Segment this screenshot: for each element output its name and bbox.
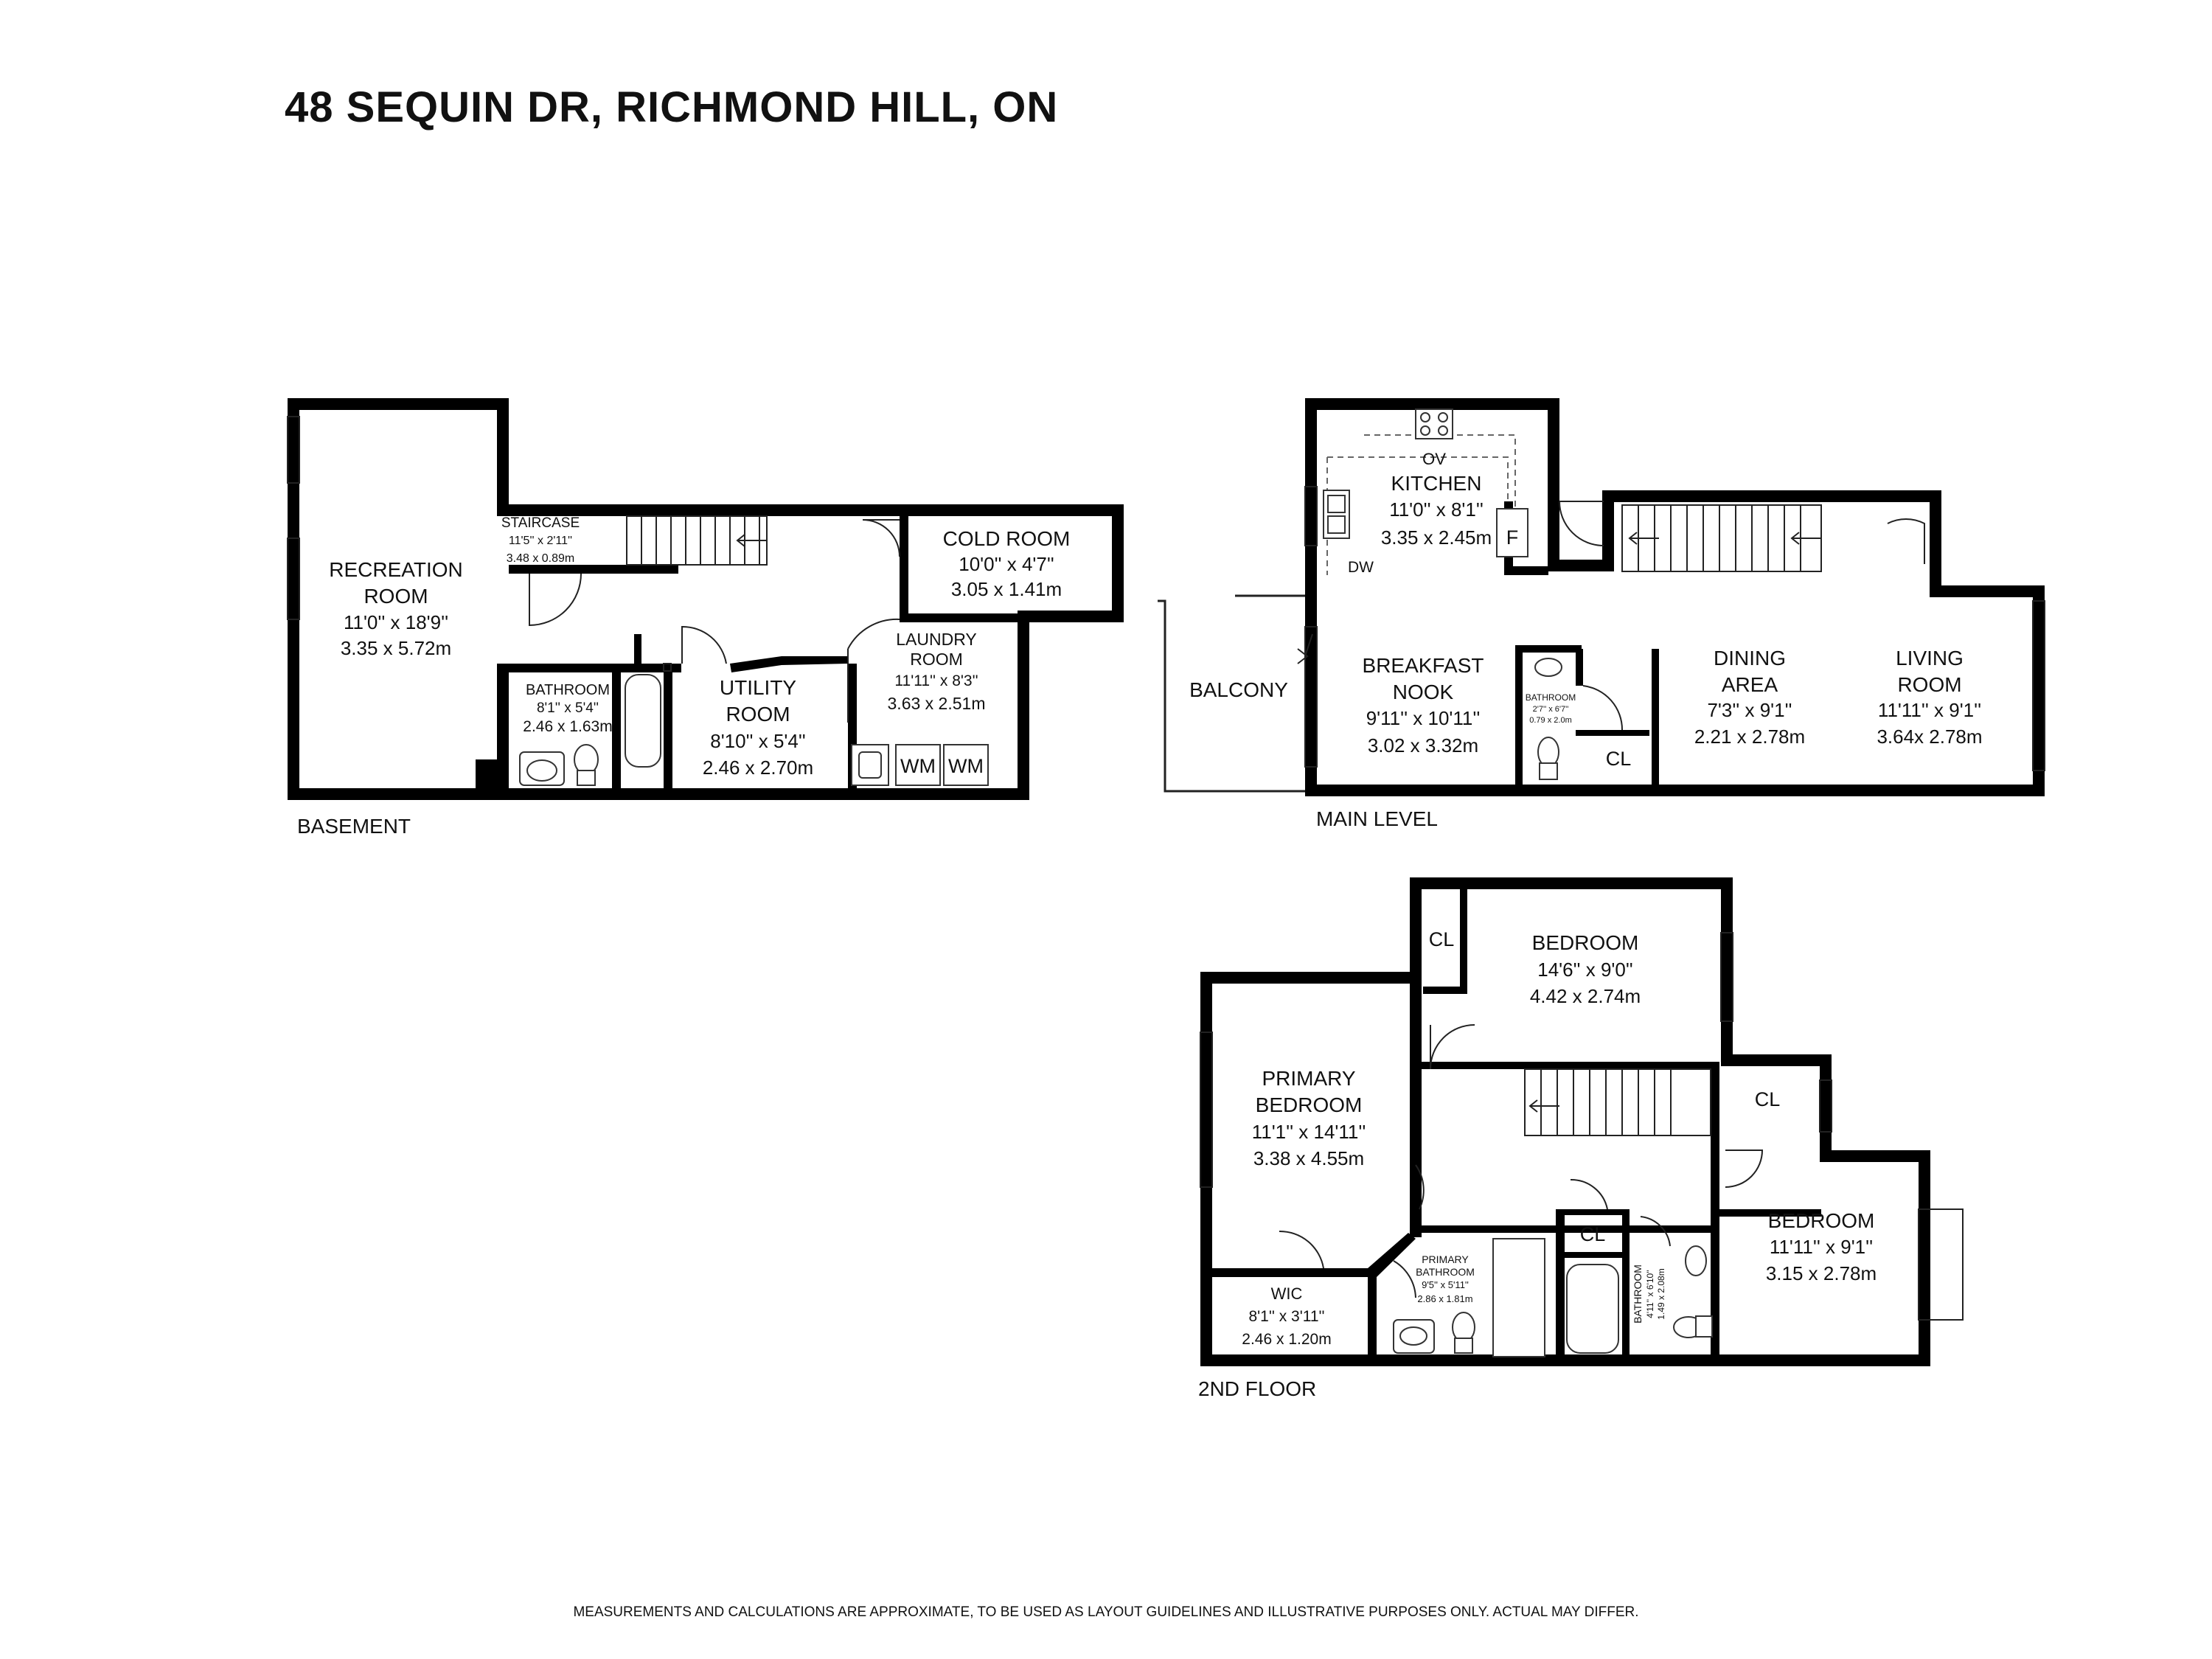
dining-area-name-1: DINING bbox=[1714, 647, 1786, 669]
breakfast-nook-imperial: 9'11'' x 10'11'' bbox=[1366, 707, 1481, 729]
second-floor-label: 2ND FLOOR bbox=[1198, 1377, 1317, 1400]
dining-area-metric: 2.21 x 2.78m bbox=[1694, 726, 1806, 748]
basement-bathroom-name: BATHROOM bbox=[525, 682, 611, 698]
living-room-name-2: ROOM bbox=[1897, 673, 1962, 696]
primary-bathroom-metric: 2.86 x 1.81m bbox=[1417, 1293, 1473, 1304]
bedroom-right-metric: 3.15 x 2.78m bbox=[1765, 1262, 1877, 1284]
main-level-label: MAIN LEVEL bbox=[1316, 807, 1438, 830]
breakfast-nook-name-2: NOOK bbox=[1392, 681, 1454, 703]
staircase-metric: 3.48 x 0.89m bbox=[506, 552, 575, 565]
wic-name: WIC bbox=[1270, 1284, 1303, 1303]
primary-bathroom-imperial: 9'5'' x 5'11'' bbox=[1422, 1279, 1469, 1290]
primary-bathroom-name-2: BATHROOM bbox=[1416, 1266, 1475, 1278]
utility-room-imperial: 8'10'' x 5'4'' bbox=[710, 730, 806, 752]
closet-hall: CL bbox=[1579, 1223, 1606, 1245]
recreation-room-imperial: 11'0'' x 18'9'' bbox=[343, 611, 449, 633]
living-room-imperial: 11'11'' x 9'1'' bbox=[1877, 699, 1982, 721]
main-bathroom-metric: 0.79 x 2.0m bbox=[1529, 716, 1572, 725]
laundry-room-name-2: ROOM bbox=[910, 650, 963, 669]
fixture-fridge: F bbox=[1506, 526, 1519, 549]
bedroom-right-imperial: 11'11'' x 9'1'' bbox=[1769, 1236, 1874, 1258]
basement-bathroom-metric: 2.46 x 1.63m bbox=[523, 718, 613, 735]
bedroom-top-name: BEDROOM bbox=[1531, 931, 1639, 954]
utility-room-name-2: ROOM bbox=[726, 703, 790, 726]
primary-bedroom-metric: 3.38 x 4.55m bbox=[1253, 1147, 1365, 1169]
breakfast-nook-name-1: BREAKFAST bbox=[1362, 654, 1484, 677]
main-bathroom-name: BATHROOM bbox=[1525, 692, 1576, 703]
fixture-wm-2: WM bbox=[948, 755, 984, 777]
primary-bedroom-name-1: PRIMARY bbox=[1262, 1067, 1356, 1090]
closet-bedroom-top: CL bbox=[1428, 928, 1455, 950]
second-bathroom-metric: 1.49 x 2.08m bbox=[1656, 1268, 1666, 1320]
bedroom-right-name: BEDROOM bbox=[1767, 1209, 1875, 1232]
second-floor-plan bbox=[1198, 877, 1963, 1400]
dining-area-imperial: 7'3'' x 9'1'' bbox=[1707, 699, 1792, 721]
cold-room-metric: 3.05 x 1.41m bbox=[950, 578, 1062, 600]
second-bathroom-name: BATHROOM bbox=[1632, 1265, 1644, 1324]
main-bathroom-imperial: 2'7'' x 6'7'' bbox=[1532, 705, 1569, 714]
fixture-dishwasher: DW bbox=[1348, 559, 1374, 576]
staircase-name: STAIRCASE bbox=[501, 515, 580, 531]
laundry-room-name-1: LAUNDRY bbox=[896, 630, 977, 649]
primary-bathroom-name-1: PRIMARY bbox=[1422, 1253, 1469, 1265]
living-room-name-1: LIVING bbox=[1896, 647, 1964, 669]
utility-room-name-1: UTILITY bbox=[719, 676, 797, 699]
disclaimer-footer: MEASUREMENTS AND CALCULATIONS ARE APPROXIMATE, TO BE USED AS LAYOUT GUIDELINES AND ILLUSTRATIVE PURPOSES ONLY. ACTUAL MAY DIFFER. bbox=[573, 1604, 1639, 1620]
primary-bedroom-name-2: BEDROOM bbox=[1255, 1093, 1363, 1116]
closet-bedroom-right: CL bbox=[1754, 1088, 1781, 1110]
main-level-plan bbox=[1158, 398, 2045, 830]
fixture-oven: OV bbox=[1422, 450, 1446, 468]
basement-plan bbox=[288, 398, 1124, 838]
kitchen-imperial: 11'0'' x 8'1'' bbox=[1389, 498, 1484, 521]
main-closet: CL bbox=[1605, 748, 1632, 770]
wic-imperial: 8'1'' x 3'11'' bbox=[1248, 1308, 1325, 1325]
fixture-wm-1: WM bbox=[900, 755, 936, 777]
breakfast-nook-metric: 3.02 x 3.32m bbox=[1367, 734, 1479, 757]
bedroom-top-imperial: 14'6'' x 9'0'' bbox=[1537, 959, 1633, 981]
staircase-imperial: 11'5'' x 2'11'' bbox=[508, 535, 573, 547]
cold-room-imperial: 10'0'' x 4'7'' bbox=[959, 553, 1054, 575]
basement-level-label: BASEMENT bbox=[297, 815, 411, 838]
wic-metric: 2.46 x 1.20m bbox=[1242, 1331, 1332, 1348]
second-bathroom-imperial: 4'11'' x 6'10'' bbox=[1645, 1270, 1655, 1318]
kitchen-metric: 3.35 x 2.45m bbox=[1380, 526, 1492, 549]
living-room-metric: 3.64x 2.78m bbox=[1877, 726, 1983, 748]
laundry-room-metric: 3.63 x 2.51m bbox=[887, 694, 986, 713]
cold-room-name: COLD ROOM bbox=[942, 527, 1071, 550]
recreation-room-name-1: RECREATION bbox=[329, 558, 463, 581]
balcony-name: BALCONY bbox=[1189, 678, 1288, 701]
kitchen-name: KITCHEN bbox=[1391, 472, 1482, 495]
bedroom-top-metric: 4.42 x 2.74m bbox=[1529, 985, 1641, 1007]
laundry-room-imperial: 11'11'' x 8'3'' bbox=[894, 672, 978, 689]
primary-bedroom-imperial: 11'1'' x 14'11'' bbox=[1251, 1121, 1366, 1143]
recreation-room-metric: 3.35 x 5.72m bbox=[340, 637, 452, 659]
recreation-room-name-2: ROOM bbox=[364, 585, 428, 608]
basement-bathroom-imperial: 8'1'' x 5'4'' bbox=[536, 700, 599, 716]
page-title: 48 SEQUIN DR, RICHMOND HILL, ON bbox=[285, 83, 1059, 131]
dining-area-name-2: AREA bbox=[1721, 673, 1778, 696]
utility-room-metric: 2.46 x 2.70m bbox=[702, 757, 814, 779]
